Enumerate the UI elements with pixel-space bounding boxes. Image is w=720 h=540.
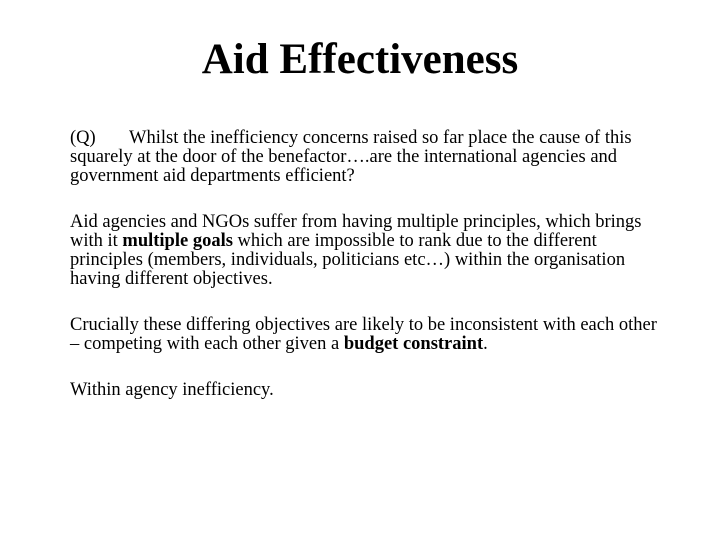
multiple-principles-paragraph	[70, 213, 670, 289]
question-text: Whilst the inefficiency concerns raised so far place the cause of this squarely at the door of the benefactor….are the international agencies and government aid departments efficient?	[70, 128, 632, 186]
emphasis-budget-constraint: budget constraint	[343, 334, 484, 354]
budget-constraint-paragraph	[70, 316, 670, 354]
paragraph-text-before: Crucially these differing objectives are likely to be inconsistent with each other – competing with each other given a	[70, 315, 657, 354]
slide-body	[70, 129, 670, 400]
emphasis-multiple-goals: multiple goals	[122, 231, 233, 251]
conclusion-paragraph: Within agency inefficiency.	[70, 380, 274, 400]
question-label: (Q)	[70, 128, 96, 148]
paragraph-text-after: which are impossible to rank due to the different principles (members, individuals, politicians etc…) within the organisation having different objectives.	[70, 231, 626, 289]
paragraph-text-before: Aid agencies and NGOs suffer from having multiple principles, which brings with it	[70, 212, 642, 251]
slide-title: Aid Effectiveness	[201, 36, 519, 83]
paragraph-text-after: .	[483, 334, 488, 354]
question-paragraph	[70, 129, 670, 186]
